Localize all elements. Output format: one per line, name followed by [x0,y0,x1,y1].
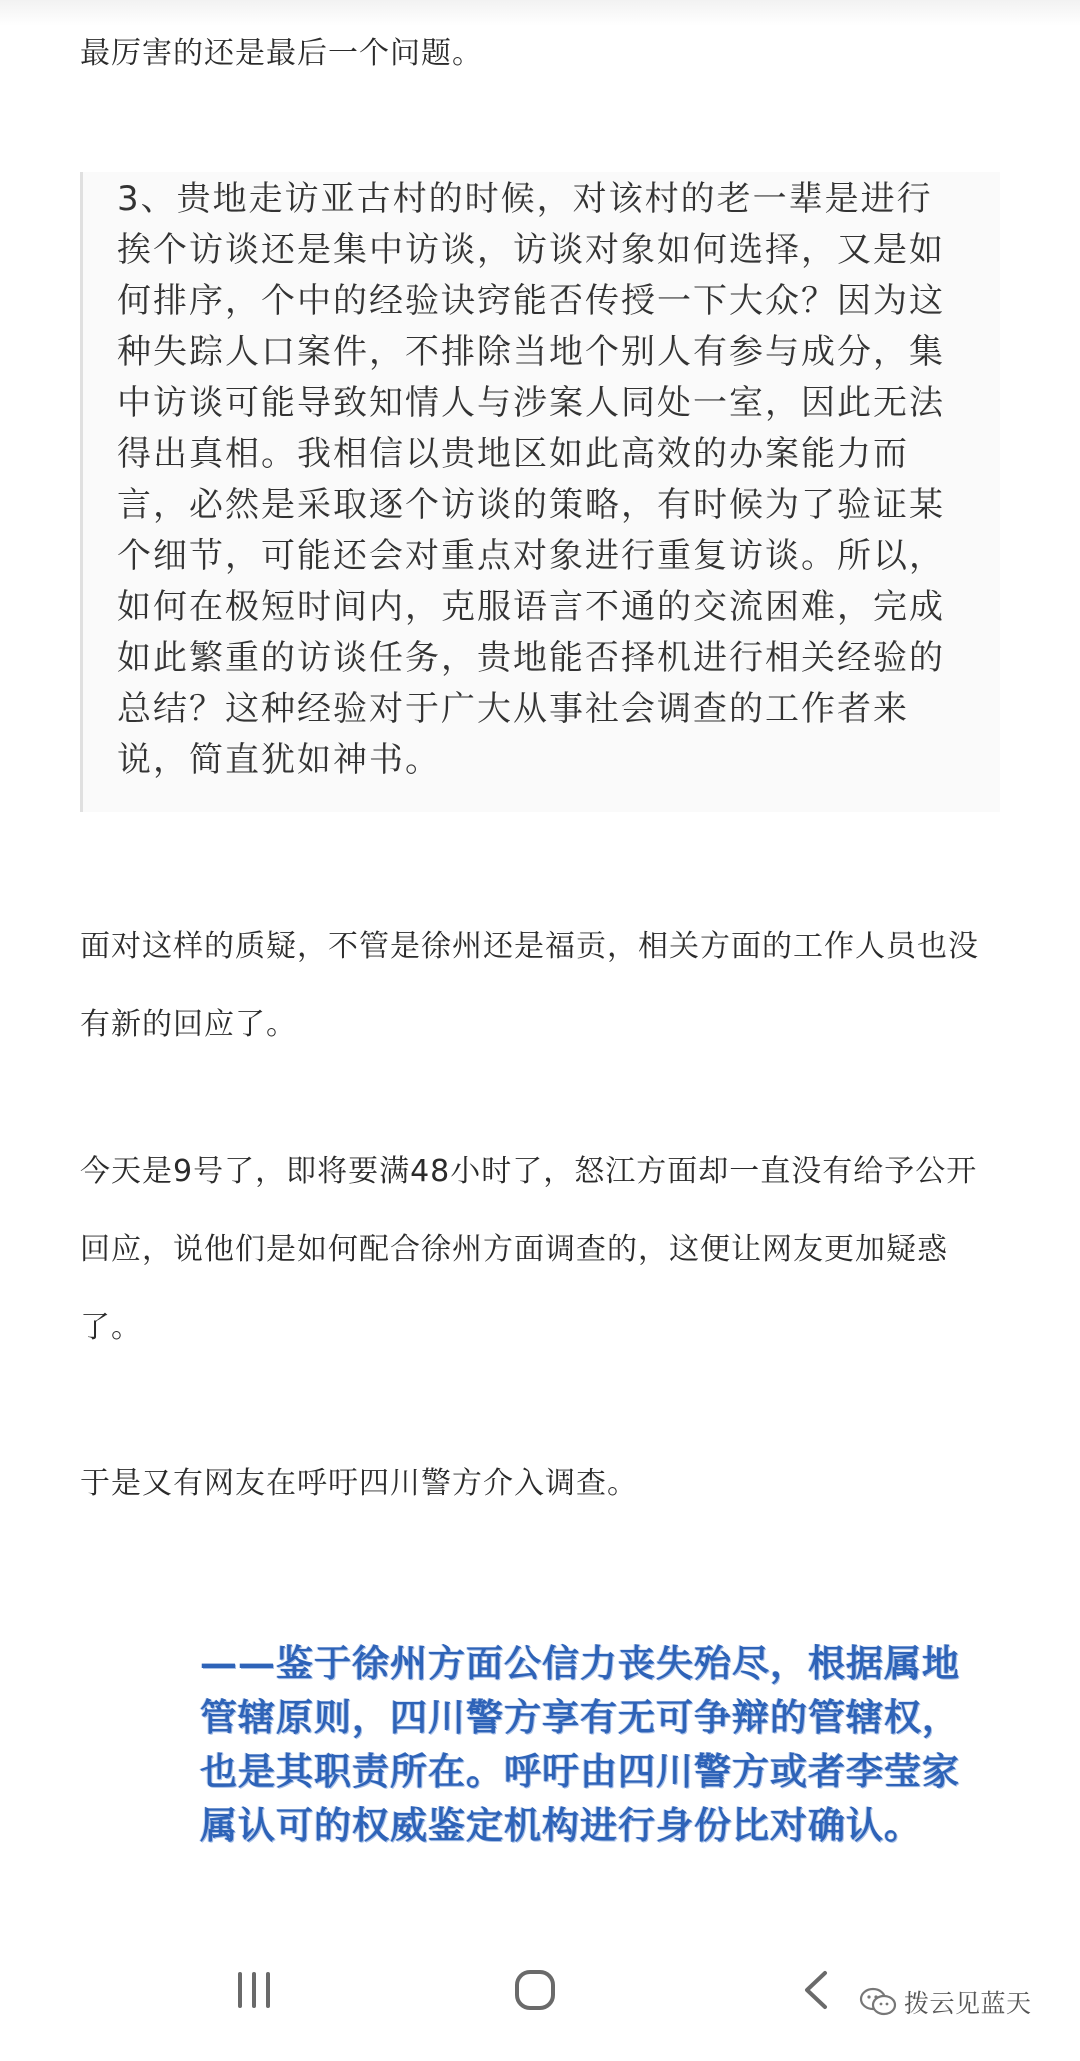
home-button[interactable] [500,1960,570,2020]
recent-apps-icon [232,1968,276,2012]
intro-paragraph: 最厉害的还是最后一个问题。 [80,36,483,71]
back-button[interactable] [782,1960,852,2020]
today-paragraph: 今天是9号了，即将要满48小时了，怒江方面却一直没有给予公开回应，说他们是如何配合徐州方面调查的，这便让网友更加疑惑了。 [80,1154,978,1345]
back-icon [797,1967,837,2013]
response-paragraph: 面对这样的质疑，不管是徐州还是福贡，相关方面的工作人员也没有新的回应了。 [80,929,979,1042]
home-icon [512,1967,558,2013]
next-paragraph: 于是又有网友在呼吁四川警方介入调查。 [80,1466,638,1501]
watermark-text: 拨云见蓝天 [904,1989,1032,2018]
quote-text: 3、贵地走访亚古村的时候，对该村的老一辈是进行挨个访谈还是集中访谈，访谈对象如何选择，又是如何排序，个中的经验诀窍能否传授一下大众？因为这种失踪人口案件，不排除当地个别人有参与成分，集中访谈可能导致知情人与涉案人同处一室，因此无法得出真相。我相信以贵地区如此高效的办案能力而言，必然是采取逐个访谈的策略，有时候为了验证某个细节，可能还会对重点对象进行重复访谈。所以，如何在极短时间内，克服语言不通的交流困难，完成如此繁重的访谈任务，贵地能否择机进行相关经验的总结？这种经验对于广大从事社会调查的工作者来说，简直犹如神书。 [117,179,945,780]
status-bar-remnant [0,0,1080,26]
highlighted-quote: ——鉴于徐州方面公信力丧失殆尽，根据属地管辖原则，四川警方享有无可争辩的管辖权，也是其职责所在。呼吁由四川警方或者李莹家属认可的权威鉴定机构进行身份比对确认。 [200,1641,960,1847]
system-navigation-bar [0,1930,1080,2061]
recent-apps-button[interactable] [219,1960,289,2020]
quote-block [80,172,1000,812]
account-watermark [858,1984,1032,2020]
wechat-icon [858,1986,898,2018]
